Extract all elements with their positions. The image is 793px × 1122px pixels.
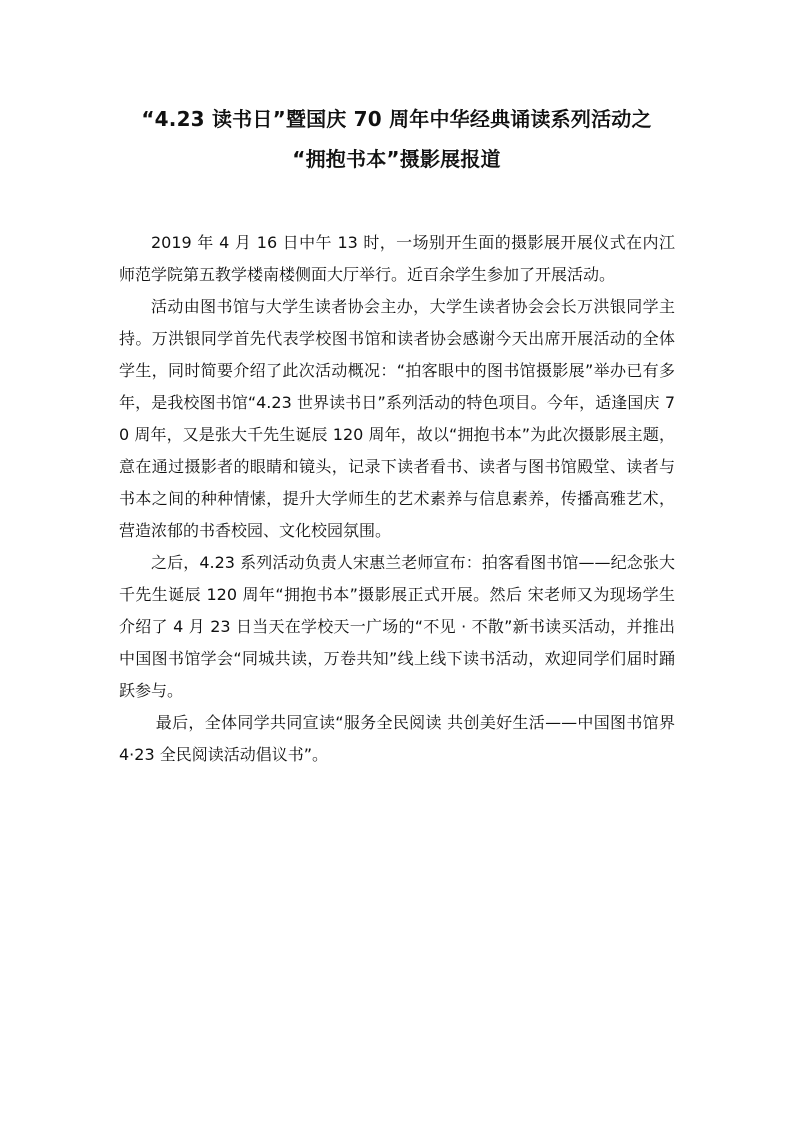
document-title-line-2: “拥抱书本”摄影展报道 — [292, 147, 501, 171]
paragraph-closing: 最后，全体同学共同宣读“服务全民阅读 共创美好生活——中国图书馆界 4·23 全民阅读活动倡议书”。 — [119, 713, 675, 764]
document-title-line-1: “4.23 读书日”暨国庆 70 周年中华经典诵读系列活动之 — [141, 107, 652, 131]
paragraph-activity-overview: 活动由图书馆与大学生读者协会主办，大学生读者协会会长万洪银同学主持。万洪银同学首先代表学校图书馆和读者协会感谢今天出席开展活动的全体学生，同时简要介绍了此次活动概况：“拍客眼中的图书馆摄影展”举办已有多年，是我校图书馆“4.23 世界读书日”系列活动的特色项目。今年，适逢国庆 70 周年，又是张大千先生诞辰 120 周年，故以“拥抱书本”为此次摄影展主题，意在通过摄影者的眼睛和镜头，记录下读者看书、读者与图书馆殿堂、读者与书本之间的种种情愫，提升大学师生的艺术素养与信息素养，传播高雅艺术，营造浓郁的书香校园、文化校园氛围。 — [119, 297, 675, 540]
document-body — [119, 227, 675, 771]
paragraph-opening: 2019 年 4 月 16 日中午 13 时，一场别开生面的摄影展开展仪式在内江师范学院第五教学楼南楼侧面大厅举行。近百余学生参加了开展活动。 — [119, 233, 675, 284]
paragraph-exhibition-opening: 之后，4.23 系列活动负责人宋惠兰老师宣布：拍客看图书馆——纪念张大千先生诞辰 120 周年“拥抱书本”摄影展正式开展。然后 宋老师又为现场学生介绍了 4 月 23 日当天在学校天一广场的“不见 · 不散”新书读买活动，并推出中国图书馆学会“同城共读，万卷共知”线上线下读书活动，欢迎同学们届时踊跃参与。 — [119, 553, 675, 700]
